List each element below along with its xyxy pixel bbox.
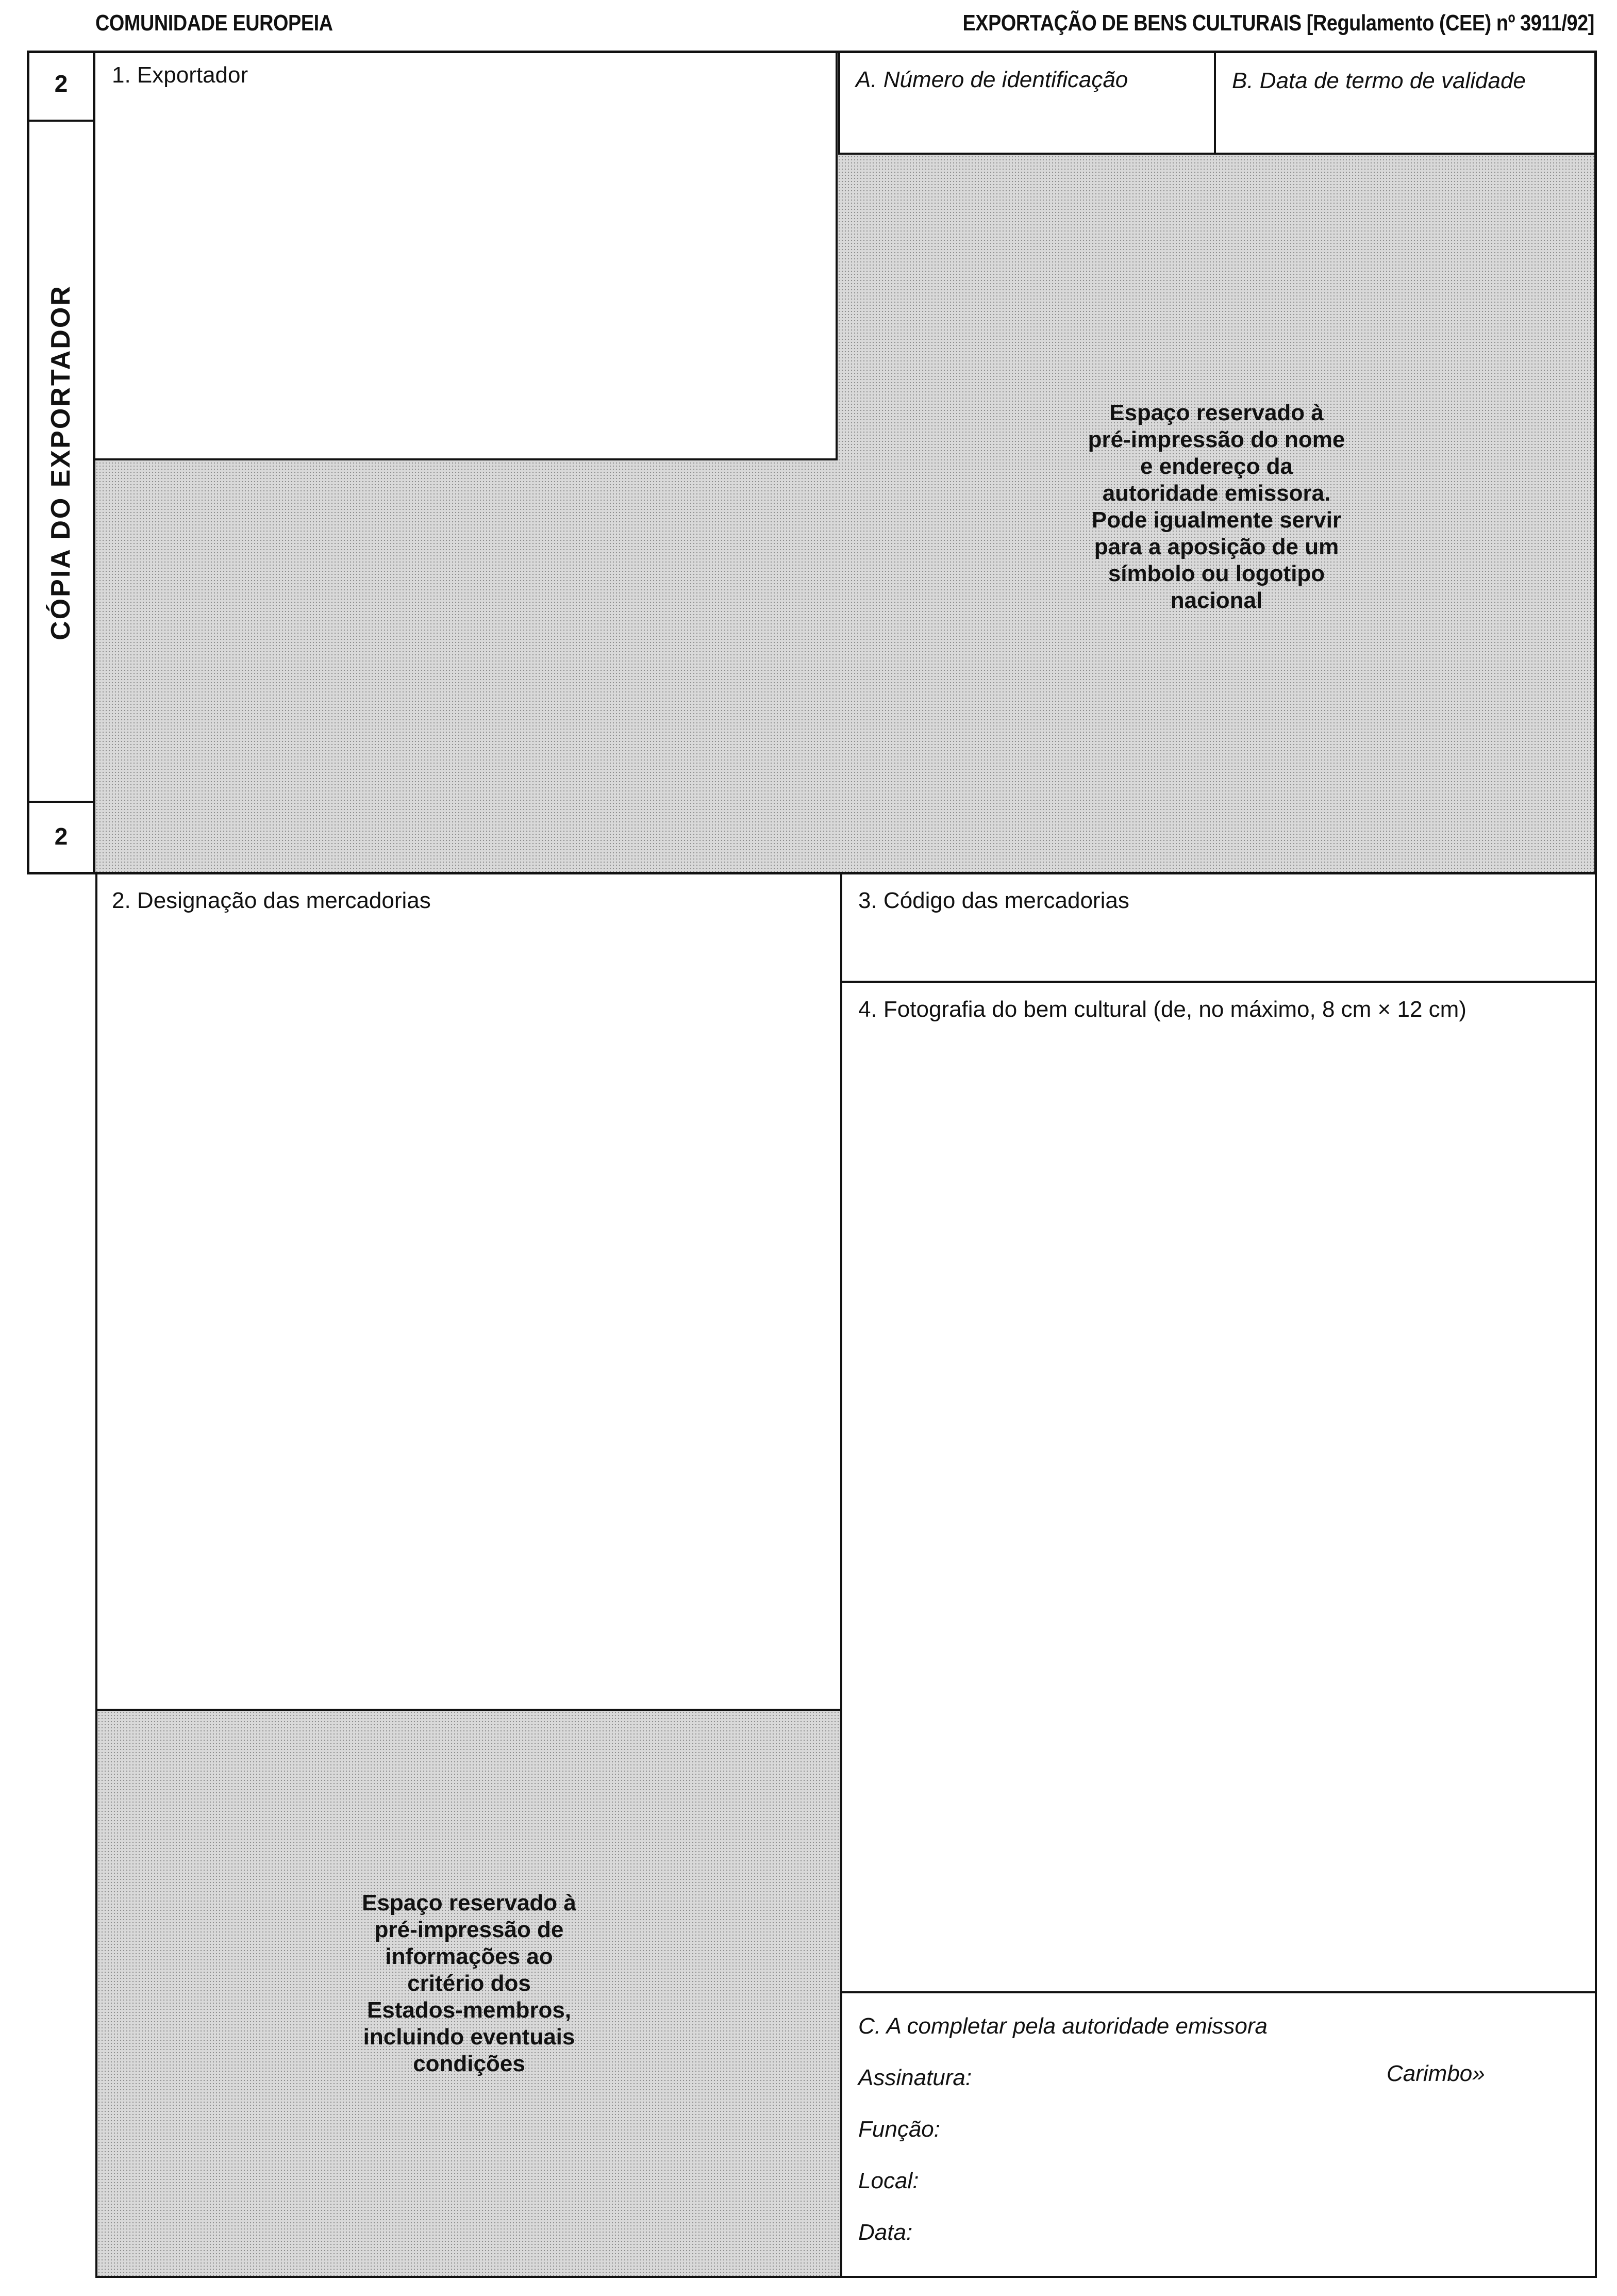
photo-label[interactable]: 4. Fotografia do bem cultural (de, no máximo, 8 cm × 12 cm) [858,997,1466,1022]
authority-reserved-text: Espaço reservado à pré-impressão do nome e endereço da autoridade emissora. Pode igualmente servir para a aposição de um símbolo ou logotipo nacional [1088,400,1345,613]
bottom-center-divider [840,872,842,2278]
side-tab-top-divider [27,120,95,122]
stamp-label[interactable]: Carimbo» [1387,2061,1485,2086]
signature-label[interactable]: Assinatura: [858,2065,972,2090]
photo-c-divider [840,1991,1597,1993]
exporter-label: 1. Exportador [112,62,248,88]
validity-date-label[interactable]: B. Data de termo de validade [1232,68,1526,93]
side-tab-bottom-divider [27,801,95,803]
goods-description-label[interactable]: 2. Designação das mercadorias [112,888,431,913]
id-number-label[interactable]: A. Número de identificação [856,67,1128,92]
copy-number-top: 2 [54,70,68,97]
member-state-reserved-text: Espaço reservado à pré-impressão de informações ao critério dos Estados-membros, incluindo eventuais condições [362,1890,576,2076]
function-label[interactable]: Função: [858,2117,940,2142]
header-community: COMUNIDADE EUROPEIA [95,10,333,36]
exporter-box[interactable] [95,53,838,460]
copy-label-wrap [0,285,329,640]
place-label[interactable]: Local: [858,2168,919,2193]
code-photo-divider [840,981,1597,983]
date-label[interactable]: Data: [858,2220,913,2245]
ab-middle-divider [1214,51,1216,154]
goods-code-label[interactable]: 3. Código das mercadorias [858,888,1129,913]
section-c-title: C. A completar pela autoridade emissora [858,2013,1268,2039]
copy-number-bottom: 2 [54,823,68,850]
header-form-title: EXPORTAÇÃO DE BENS CULTURAIS [Regulamento (CEE) nº 3911/92] [962,10,1594,36]
copy-label: CÓPIA DO EXPORTADOR [46,285,76,640]
ab-left-divider [838,51,840,154]
